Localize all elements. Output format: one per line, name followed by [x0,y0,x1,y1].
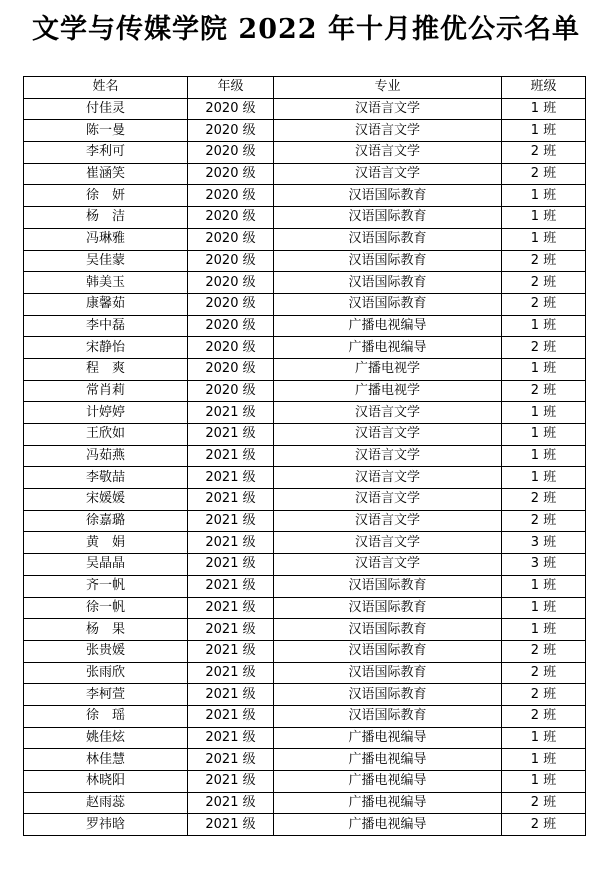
cell-class: 1 班 [502,98,586,120]
cell-name: 姚佳炫 [24,727,188,749]
cell-major: 广播电视编导 [274,315,502,337]
cell-class: 3 班 [502,532,586,554]
table-row [24,358,586,380]
cell-major: 汉语言文学 [274,489,502,511]
cell-name: 宋静怡 [24,337,188,359]
table-row [24,424,586,446]
cell-major: 汉语国际教育 [274,250,502,272]
table-row [24,575,586,597]
table-row [24,250,586,272]
cell-major: 汉语言文学 [274,98,502,120]
cell-grade: 2021 级 [188,814,274,836]
table-row [24,337,586,359]
cell-name: 林佳慧 [24,749,188,771]
table-row [24,792,586,814]
cell-grade: 2020 级 [188,380,274,402]
cell-grade: 2021 级 [188,510,274,532]
cell-name: 杨 洁 [24,207,188,229]
table-row [24,315,586,337]
cell-class: 1 班 [502,727,586,749]
cell-grade: 2021 级 [188,402,274,424]
cell-class: 2 班 [502,510,586,532]
cell-name: 徐嘉璐 [24,510,188,532]
cell-class: 2 班 [502,293,586,315]
cell-grade: 2021 级 [188,597,274,619]
cell-class: 3 班 [502,554,586,576]
cell-name: 林晓阳 [24,771,188,793]
cell-grade: 2021 级 [188,792,274,814]
table-row [24,771,586,793]
cell-grade: 2021 级 [188,727,274,749]
cell-class: 2 班 [502,814,586,836]
cell-name: 张雨欣 [24,662,188,684]
cell-major: 汉语言文学 [274,120,502,142]
cell-major: 汉语国际教育 [274,207,502,229]
table-row [24,727,586,749]
cell-major: 广播电视编导 [274,814,502,836]
page-title: 文学与传媒学院 2022 年十月推优公示名单 [32,14,580,45]
cell-grade: 2020 级 [188,272,274,294]
cell-major: 汉语言文学 [274,402,502,424]
cell-class: 2 班 [502,489,586,511]
table-row [24,705,586,727]
cell-grade: 2020 级 [188,120,274,142]
cell-name: 李柯萱 [24,684,188,706]
cell-class: 1 班 [502,597,586,619]
cell-name: 常肖莉 [24,380,188,402]
table-header-row [24,77,586,99]
cell-major: 广播电视编导 [274,771,502,793]
header-class: 班级 [502,77,586,99]
cell-class: 1 班 [502,771,586,793]
cell-major: 广播电视学 [274,380,502,402]
table-row [24,619,586,641]
cell-grade: 2021 级 [188,684,274,706]
cell-class: 1 班 [502,120,586,142]
table-row [24,489,586,511]
cell-name: 李中磊 [24,315,188,337]
cell-grade: 2021 级 [188,705,274,727]
table-row [24,163,586,185]
table-row [24,662,586,684]
cell-name: 齐一帆 [24,575,188,597]
cell-major: 汉语言文学 [274,467,502,489]
cell-class: 1 班 [502,424,586,446]
table-row [24,228,586,250]
cell-major: 汉语国际教育 [274,575,502,597]
table-row [24,467,586,489]
cell-grade: 2021 级 [188,554,274,576]
header-grade: 年级 [188,77,274,99]
cell-class: 1 班 [502,185,586,207]
cell-grade: 2021 级 [188,575,274,597]
table-row [24,207,586,229]
table-row [24,98,586,120]
cell-grade: 2020 级 [188,358,274,380]
cell-grade: 2021 级 [188,749,274,771]
cell-major: 汉语国际教育 [274,272,502,294]
cell-grade: 2021 级 [188,640,274,662]
table-row [24,532,586,554]
cell-major: 广播电视编导 [274,337,502,359]
cell-grade: 2021 级 [188,619,274,641]
cell-name: 冯茹燕 [24,445,188,467]
table-row [24,510,586,532]
cell-name: 王欣如 [24,424,188,446]
cell-major: 汉语言文学 [274,445,502,467]
cell-name: 赵雨蕊 [24,792,188,814]
cell-class: 2 班 [502,705,586,727]
cell-class: 1 班 [502,228,586,250]
cell-grade: 2021 级 [188,467,274,489]
cell-grade: 2020 级 [188,163,274,185]
cell-class: 1 班 [502,749,586,771]
table-row [24,380,586,402]
cell-name: 杨 果 [24,619,188,641]
cell-major: 汉语言文学 [274,510,502,532]
cell-grade: 2020 级 [188,207,274,229]
cell-grade: 2020 级 [188,337,274,359]
cell-major: 汉语言文学 [274,142,502,164]
cell-name: 徐 妍 [24,185,188,207]
cell-major: 汉语言文学 [274,532,502,554]
cell-major: 汉语国际教育 [274,185,502,207]
cell-name: 宋媛媛 [24,489,188,511]
table-row [24,272,586,294]
cell-name: 罗祎晗 [24,814,188,836]
cell-grade: 2020 级 [188,98,274,120]
table-row [24,293,586,315]
cell-name: 李敬喆 [24,467,188,489]
candidate-table [23,76,586,836]
cell-class: 1 班 [502,445,586,467]
cell-major: 汉语国际教育 [274,619,502,641]
header-name: 姓名 [24,77,188,99]
cell-major: 汉语国际教育 [274,228,502,250]
cell-name: 徐 瑶 [24,705,188,727]
cell-major: 广播电视编导 [274,727,502,749]
cell-class: 1 班 [502,358,586,380]
table-row [24,120,586,142]
table-row [24,640,586,662]
cell-grade: 2021 级 [188,445,274,467]
table-row [24,402,586,424]
cell-class: 2 班 [502,142,586,164]
cell-class: 1 班 [502,575,586,597]
cell-name: 计婷婷 [24,402,188,424]
cell-major: 汉语言文学 [274,554,502,576]
table-row [24,749,586,771]
cell-name: 吴晶晶 [24,554,188,576]
table-row [24,185,586,207]
table-row [24,814,586,836]
cell-grade: 2021 级 [188,771,274,793]
cell-class: 1 班 [502,315,586,337]
cell-major: 广播电视编导 [274,792,502,814]
cell-class: 1 班 [502,402,586,424]
cell-grade: 2020 级 [188,228,274,250]
cell-major: 汉语国际教育 [274,705,502,727]
header-major: 专业 [274,77,502,99]
cell-class: 2 班 [502,337,586,359]
cell-name: 程 爽 [24,358,188,380]
table-row [24,445,586,467]
cell-name: 李利可 [24,142,188,164]
table-row [24,684,586,706]
cell-name: 韩美玉 [24,272,188,294]
cell-name: 康馨茹 [24,293,188,315]
cell-name: 徐一帆 [24,597,188,619]
cell-class: 1 班 [502,619,586,641]
table-row [24,142,586,164]
cell-grade: 2020 级 [188,315,274,337]
cell-name: 付佳灵 [24,98,188,120]
cell-grade: 2020 级 [188,185,274,207]
cell-name: 张贵媛 [24,640,188,662]
cell-grade: 2020 级 [188,250,274,272]
cell-major: 广播电视编导 [274,749,502,771]
cell-grade: 2020 级 [188,142,274,164]
cell-class: 1 班 [502,207,586,229]
cell-class: 2 班 [502,272,586,294]
cell-grade: 2021 级 [188,662,274,684]
cell-major: 汉语国际教育 [274,640,502,662]
cell-grade: 2021 级 [188,424,274,446]
cell-major: 汉语言文学 [274,163,502,185]
cell-grade: 2020 级 [188,293,274,315]
cell-grade: 2021 级 [188,532,274,554]
cell-class: 2 班 [502,640,586,662]
cell-name: 陈一曼 [24,120,188,142]
cell-class: 2 班 [502,684,586,706]
cell-grade: 2021 级 [188,489,274,511]
cell-class: 2 班 [502,792,586,814]
cell-class: 2 班 [502,250,586,272]
cell-major: 汉语言文学 [274,424,502,446]
cell-major: 汉语国际教育 [274,293,502,315]
cell-class: 1 班 [502,467,586,489]
table-row [24,554,586,576]
cell-major: 广播电视学 [274,358,502,380]
cell-name: 吴佳蒙 [24,250,188,272]
cell-major: 汉语国际教育 [274,597,502,619]
cell-name: 冯琳雅 [24,228,188,250]
cell-major: 汉语国际教育 [274,662,502,684]
table-row [24,597,586,619]
cell-name: 黄 娟 [24,532,188,554]
cell-class: 2 班 [502,380,586,402]
cell-class: 2 班 [502,163,586,185]
cell-major: 汉语国际教育 [274,684,502,706]
cell-class: 2 班 [502,662,586,684]
cell-name: 崔涵笑 [24,163,188,185]
